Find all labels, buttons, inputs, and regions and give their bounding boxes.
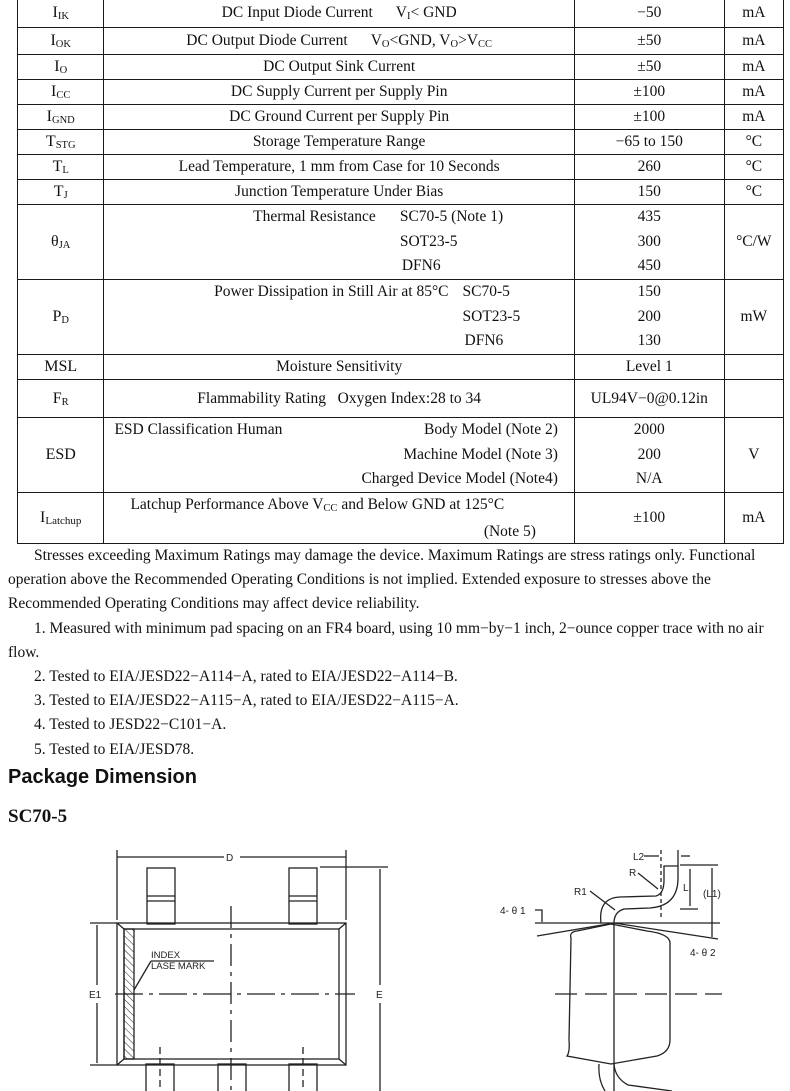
value-cell: 150 — [574, 180, 724, 205]
unit-cell: mA — [724, 28, 783, 55]
parameter-cell: DC Input Diode Current VI< GND — [104, 0, 574, 28]
value-cell: ±100 — [574, 105, 724, 130]
value-cell: 260 — [574, 155, 724, 180]
value-cell: 150 200 130 — [574, 280, 724, 355]
parameter-cell: DC Output Sink Current — [104, 55, 574, 80]
value-cell: 2000 200 N/A — [574, 418, 724, 493]
stress-disclaimer: Stresses exceeding Maximum Ratings may damage the device. Maximum Ratings are stress ratings only. Functional operation above the Recommended Operating Conditions is not implied. Extended exposure to stresses above the Recommended Operating Conditions may affect device reliability. — [8, 547, 756, 613]
table-row-esd — [18, 418, 784, 493]
dim-e1-label: E1 — [89, 990, 102, 1001]
note-item: 5. Tested to EIA/JESD78. — [34, 740, 195, 758]
parameter-cell: DC Ground Current per Supply Pin — [104, 105, 574, 130]
unit-cell: mW — [724, 280, 783, 355]
parameter-cell: Flammability Rating Oxygen Index:28 to 34 — [104, 380, 574, 418]
symbol-cell: IOK — [18, 28, 104, 55]
symbol-cell: TJ — [18, 180, 104, 205]
dim-r1-label: R1 — [574, 887, 587, 898]
value-cell: −65 to 150 — [574, 130, 724, 155]
theta1-label: 4- θ 1 — [500, 906, 526, 917]
parameter-cell: Power Dissipation in Still Air at 85°C SC70-5 SOT23-5 DFN6 — [104, 280, 574, 355]
dim-l2-label: L2 — [633, 852, 645, 863]
dim-r-label: R — [629, 868, 637, 879]
dim-l1-label: (L1) — [703, 889, 721, 900]
table-row-msl — [18, 355, 784, 380]
value-cell: 435 300 450 — [574, 205, 724, 280]
symbol-cell: IO — [18, 55, 104, 80]
symbol-cell: IIK — [18, 0, 104, 28]
parameter-cell: ESD Classification Human Body Model (Note 2) Machine Model (Note 3) Charged Device Model (Note4) — [104, 418, 574, 493]
table-row-thermal-resistance — [18, 205, 784, 280]
note-item: 1. Measured with minimum pad spacing on an FR4 board, using 10 mm−by−1 inch, 2−ounce copper trace with no air flow. — [8, 619, 764, 661]
value-cell: ±100 — [574, 80, 724, 105]
side-view — [500, 850, 722, 1091]
unit-cell: °C — [724, 180, 783, 205]
unit-cell: mA — [724, 80, 783, 105]
table-row — [18, 105, 784, 130]
symbol-cell: MSL — [18, 355, 104, 380]
table-row — [18, 80, 784, 105]
symbol-cell: TSTG — [18, 130, 104, 155]
note-item: 3. Tested to EIA/JESD22−A115−A, rated to EIA/JESD22−A115−A. — [34, 692, 459, 710]
package-dimension-drawing — [0, 840, 790, 1091]
unit-cell: mA — [724, 55, 783, 80]
table-row — [18, 130, 784, 155]
absolute-maximum-ratings-table — [17, 0, 784, 544]
symbol-cell: PD — [18, 280, 104, 355]
value-cell: Level 1 — [574, 355, 724, 380]
section-heading: Package Dimension — [8, 766, 197, 788]
unit-cell: °C — [724, 130, 783, 155]
top-view — [89, 850, 388, 1091]
symbol-cell: ILatchup — [18, 493, 104, 544]
unit-cell: mA — [724, 0, 783, 28]
symbol-cell: ICC — [18, 80, 104, 105]
dim-e-label: E — [376, 990, 383, 1001]
index-label: INDEX — [151, 950, 181, 961]
parameter-cell: Latchup Performance Above VCC and Below GND at 125°C (Note 5) — [104, 493, 574, 544]
unit-cell: mA — [724, 105, 783, 130]
table-row — [18, 180, 784, 205]
unit-cell — [724, 380, 783, 418]
symbol-cell: IGND — [18, 105, 104, 130]
unit-cell — [724, 355, 783, 380]
value-cell: −50 — [574, 0, 724, 28]
lead — [218, 1064, 246, 1091]
lase-mark-label: LASE MARK — [151, 961, 206, 972]
unit-cell: °C — [724, 155, 783, 180]
parameter-cell: DC Output Diode Current VO<GND, VO>VCC — [104, 28, 574, 55]
value-cell: ±50 — [574, 55, 724, 80]
table-row — [18, 155, 784, 180]
symbol-cell: ESD — [18, 418, 104, 493]
package-heading: SC70-5 — [8, 806, 68, 827]
table-row — [18, 55, 784, 80]
value-cell: ±50 — [574, 28, 724, 55]
parameter-cell: Moisture Sensitivity — [104, 355, 574, 380]
unit-cell: V — [724, 418, 783, 493]
table-row-flammability — [18, 380, 784, 418]
parameter-cell: Thermal Resistance SC70-5 (Note 1) SOT23-5 DFN6 — [104, 205, 574, 280]
parameter-cell: Storage Temperature Range — [104, 130, 574, 155]
dim-l-label: L — [683, 883, 689, 894]
symbol-cell: θJA — [18, 205, 104, 280]
table-row — [18, 0, 784, 28]
unit-cell: mA — [724, 493, 783, 544]
note-item: 2. Tested to EIA/JESD22−A114−A, rated to EIA/JESD22−A114−B. — [34, 668, 458, 686]
parameter-cell: Lead Temperature, 1 mm from Case for 10 Seconds — [104, 155, 574, 180]
theta2-label: 4- θ 2 — [690, 948, 716, 959]
symbol-cell: TL — [18, 155, 104, 180]
value-cell: ±100 — [574, 493, 724, 544]
notes-section — [8, 544, 783, 762]
parameter-cell: Junction Temperature Under Bias — [104, 180, 574, 205]
table-row — [18, 28, 784, 55]
unit-cell: °C/W — [724, 205, 783, 280]
table-row-power-dissipation — [18, 280, 784, 355]
dim-d-label: D — [226, 853, 234, 864]
table-row-latchup — [18, 493, 784, 544]
symbol-cell: FR — [18, 380, 104, 418]
note-item: 4. Tested to JESD22−C101−A. — [34, 716, 227, 734]
parameter-cell: DC Supply Current per Supply Pin — [104, 80, 574, 105]
value-cell: UL94V−0@0.12in — [574, 380, 724, 418]
